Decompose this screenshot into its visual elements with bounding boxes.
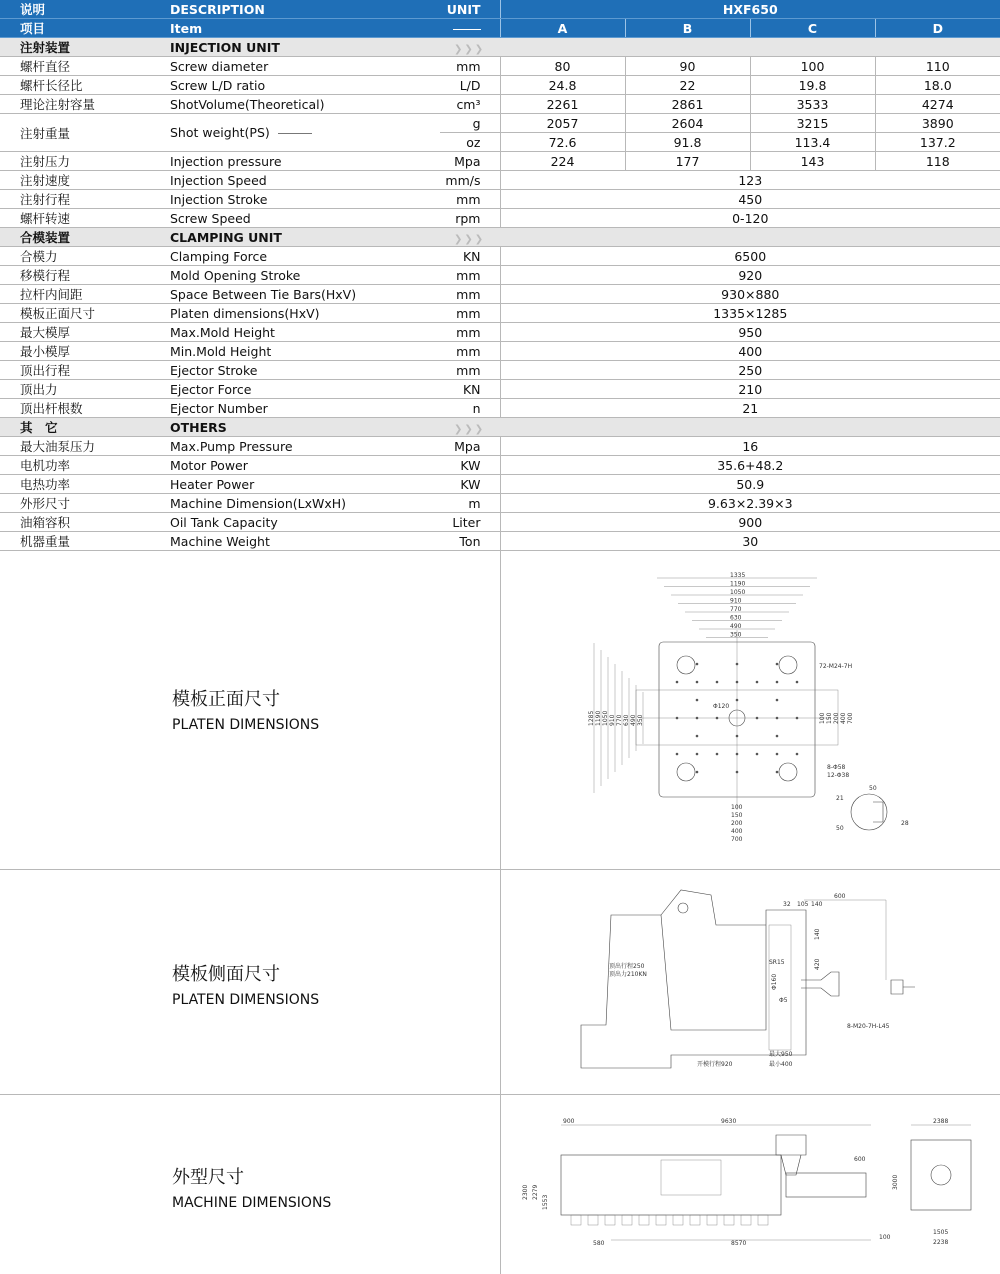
spec-row <box>0 209 1000 228</box>
row-label-cn: 注射压力 <box>0 152 170 171</box>
row-label-cn: 注射速度 <box>0 171 170 190</box>
dimension-label: 770 <box>616 714 623 726</box>
row-label-en: ShotVolume(Theoretical) <box>170 95 440 114</box>
dimension-label: 1335 <box>730 572 746 579</box>
row-value: 400 <box>500 342 1000 361</box>
dimension-label: 8-Φ58 <box>827 764 846 771</box>
dimension-label: 1553 <box>542 1194 549 1210</box>
spec-row <box>0 304 1000 323</box>
row-label-en: Max.Mold Height <box>170 323 440 342</box>
row-label-en: Ejector Stroke <box>170 361 440 380</box>
side-title-cn: 模板侧面尺寸 <box>172 964 280 985</box>
chevron-right-icon: ❯❯❯ <box>454 233 486 245</box>
dimension-label: 50 <box>836 825 844 832</box>
row-label-cn: 顶出力 <box>0 380 170 399</box>
row-unit: mm <box>440 285 500 304</box>
row-label-en: Platen dimensions(HxV) <box>170 304 440 323</box>
row-value: 91.8 <box>625 133 750 152</box>
header-unit-line <box>440 19 500 38</box>
row-unit: Liter <box>440 513 500 532</box>
dimension-label: Φ160 <box>771 973 778 990</box>
spec-row <box>0 323 1000 342</box>
row-unit: mm/s <box>440 171 500 190</box>
spec-row <box>0 285 1000 304</box>
row-value: 3533 <box>750 95 875 114</box>
front-title-en: PLATEN DIMENSIONS <box>172 717 320 733</box>
row-unit: rpm <box>440 209 500 228</box>
dimension-label: 8-M20-7H-L45 <box>847 1023 890 1030</box>
row-label-cn: 注射重量 <box>0 114 170 152</box>
safety-door <box>661 1160 721 1195</box>
spec-row <box>0 342 1000 361</box>
side-title-en: PLATEN DIMENSIONS <box>172 992 320 1008</box>
spec-row <box>0 399 1000 418</box>
spec-row <box>0 57 1000 76</box>
bolt-hole <box>756 681 759 684</box>
dimension-label: 顶出行程250 <box>609 963 645 970</box>
row-value: 3890 <box>875 114 1000 133</box>
row-value: 118 <box>875 152 1000 171</box>
row-unit: KN <box>440 247 500 266</box>
section-arrows <box>440 418 1000 437</box>
row-value: 24.8 <box>500 76 625 95</box>
row-label-en: Heater Power <box>170 475 440 494</box>
col-a: A <box>500 19 625 38</box>
machine-dimension-drawing <box>501 1095 1000 1274</box>
dimension-label: 700 <box>731 836 743 843</box>
row-value: 18.0 <box>875 76 1000 95</box>
platen-side-drawing <box>501 870 1000 1094</box>
dimension-label: 100 <box>731 804 743 811</box>
bolt-hole <box>696 717 699 720</box>
dimension-label: 2388 <box>933 1118 949 1125</box>
bolt-hole <box>736 681 739 684</box>
dimension-label: 150 <box>731 812 743 819</box>
row-value: 6500 <box>500 247 1000 266</box>
dimension-label: Φ120 <box>713 703 730 710</box>
row-unit: m <box>440 494 500 513</box>
dimension-label: 最大950 <box>769 1051 793 1058</box>
row-label-cn: 机器重量 <box>0 532 170 551</box>
header-unit: UNIT <box>440 0 500 19</box>
row-label-cn: 电机功率 <box>0 456 170 475</box>
row-value: 30 <box>500 532 1000 551</box>
col-c: C <box>750 19 875 38</box>
machine-title-en: MACHINE DIMENSIONS <box>172 1195 332 1211</box>
dimension-label: 最小400 <box>769 1061 793 1068</box>
row-value: 90 <box>625 57 750 76</box>
dimension-label: 28 <box>901 820 909 827</box>
end-view <box>911 1140 971 1210</box>
dimension-label: 200 <box>731 820 743 827</box>
row-value: 72.6 <box>500 133 625 152</box>
row-label-en: Mold Opening Stroke <box>170 266 440 285</box>
machine-foot <box>724 1215 734 1225</box>
chevron-right-icon: ❯❯❯ <box>454 423 486 435</box>
section-injection <box>0 38 1000 57</box>
spec-row <box>0 494 1000 513</box>
platen-front-drawing <box>501 550 1000 869</box>
dimension-label: 400 <box>840 712 847 724</box>
row-label-en: Ejector Number <box>170 399 440 418</box>
hopper <box>776 1135 806 1175</box>
row-value: 35.6+48.2 <box>500 456 1000 475</box>
bolt-hole <box>716 717 719 720</box>
dimension-label: 910 <box>730 597 742 605</box>
dimension-label: 100 <box>819 712 826 724</box>
dimension-label: 顶出力210KN <box>609 971 647 978</box>
row-label-cn: 电热功率 <box>0 475 170 494</box>
row-value: 143 <box>750 152 875 171</box>
dimension-label: 140 <box>811 901 823 908</box>
row-label-en: Injection Stroke <box>170 190 440 209</box>
spec-row <box>0 247 1000 266</box>
row-label-en: Ejector Force <box>170 380 440 399</box>
dimension-label: 1050 <box>730 589 746 596</box>
dimension-label: 350 <box>730 631 742 639</box>
row-label-en: Clamping Force <box>170 247 440 266</box>
bolt-hole <box>676 717 679 720</box>
tie-bar-hole <box>779 763 797 781</box>
row-value: 9.63×2.39×3 <box>500 494 1000 513</box>
section-arrows <box>440 228 1000 247</box>
bolt-hole <box>696 699 699 702</box>
row-value: 920 <box>500 266 1000 285</box>
bolt-hole <box>676 753 679 756</box>
row-label-cn: 螺杆直径 <box>0 57 170 76</box>
machine-title-cn: 外型尺寸 <box>172 1167 244 1188</box>
dimension-label: 1505 <box>933 1229 949 1236</box>
row-label-cn: 最大油泵压力 <box>0 437 170 456</box>
section-title-en: INJECTION UNIT <box>170 38 440 57</box>
row-label-en: Min.Mold Height <box>170 342 440 361</box>
dimension-label: 700 <box>847 712 854 724</box>
row-value: 16 <box>500 437 1000 456</box>
section-title-cn: 其 它 <box>0 418 170 437</box>
model-name: HXF650 <box>500 0 1000 19</box>
row-unit: Ton <box>440 532 500 551</box>
row-label-cn: 顶出杆根数 <box>0 399 170 418</box>
row-value: 930×880 <box>500 285 1000 304</box>
row-unit: mm <box>440 57 500 76</box>
bolt-hole <box>696 753 699 756</box>
bolt-hole <box>756 753 759 756</box>
row-value: 80 <box>500 57 625 76</box>
dimension-label: 1190 <box>730 580 746 588</box>
dimension-label: 100 <box>879 1234 891 1241</box>
row-value: 123 <box>500 171 1000 190</box>
row-value: 2261 <box>500 95 625 114</box>
bolt-hole <box>736 735 739 738</box>
row-unit: Mpa <box>440 437 500 456</box>
row-unit: KN <box>440 380 500 399</box>
dimension-label: 2238 <box>933 1239 949 1246</box>
row-value: 19.8 <box>750 76 875 95</box>
dimension-label: 910 <box>609 714 616 726</box>
nozzle-shape <box>801 972 839 996</box>
spec-row <box>0 266 1000 285</box>
nozzle-detail <box>891 980 915 994</box>
machine-foot <box>656 1215 666 1225</box>
dimension-label: 3000 <box>892 1174 899 1190</box>
row-label-cn: 外形尺寸 <box>0 494 170 513</box>
header-en: DESCRIPTION <box>170 0 440 19</box>
bolt-hole <box>776 735 779 738</box>
shot-weight-label: Shot weight(PS) <box>170 125 270 140</box>
header-cn: 说明 <box>0 0 170 19</box>
machine-foot <box>588 1215 598 1225</box>
spec-row <box>0 190 1000 209</box>
row-label-cn: 油箱容积 <box>0 513 170 532</box>
row-unit: g <box>440 114 500 133</box>
tie-bar-hole <box>677 763 695 781</box>
bolt-hole <box>796 681 799 684</box>
dimension-label: 630 <box>730 614 742 622</box>
dimension-label: 72-M24-7H <box>819 663 853 670</box>
bolt-hole <box>696 735 699 738</box>
row-value: 250 <box>500 361 1000 380</box>
spec-row <box>0 437 1000 456</box>
spec-row <box>0 532 1000 551</box>
section-title-en: OTHERS <box>170 418 440 437</box>
row-unit: oz <box>440 133 500 152</box>
machine-body <box>561 1155 781 1215</box>
bolt-hole <box>796 717 799 720</box>
row-label-cn: 合模力 <box>0 247 170 266</box>
dimension-label: 400 <box>731 828 743 835</box>
chevron-right-icon: ❯❯❯ <box>454 43 486 55</box>
row-label-en: Injection Speed <box>170 171 440 190</box>
machine-foot <box>758 1215 768 1225</box>
end-view-hole <box>931 1165 951 1185</box>
dimension-label: SR15 <box>769 959 785 966</box>
bolt-hole <box>696 681 699 684</box>
row-unit: n <box>440 399 500 418</box>
spec-row <box>0 513 1000 532</box>
bolt-hole <box>756 717 759 720</box>
machine-foot <box>707 1215 717 1225</box>
row-label-en <box>170 114 440 152</box>
row-unit: mm <box>440 361 500 380</box>
machine-foot <box>571 1215 581 1225</box>
tie-bar-hole <box>677 656 695 674</box>
machine-foot <box>605 1215 615 1225</box>
col-d: D <box>875 19 1000 38</box>
row-value: 2057 <box>500 114 625 133</box>
row-label-cn: 最小模厚 <box>0 342 170 361</box>
machine-foot <box>622 1215 632 1225</box>
bolt-hole <box>716 681 719 684</box>
dimension-label: 770 <box>730 606 742 613</box>
row-value: 177 <box>625 152 750 171</box>
spec-row-shot-weight <box>0 114 1000 133</box>
platen-bracket <box>661 890 766 925</box>
injection-barrel <box>786 1173 866 1197</box>
machine-foot <box>673 1215 683 1225</box>
dimension-label: 32 <box>783 901 791 908</box>
dimension-label: 420 <box>814 958 821 970</box>
bolt-hole <box>716 753 719 756</box>
row-value: 950 <box>500 323 1000 342</box>
row-unit: Mpa <box>440 152 500 171</box>
row-unit: KW <box>440 456 500 475</box>
dimension-label: 1285 <box>588 710 595 726</box>
dimension-label: 8570 <box>731 1240 747 1247</box>
row-unit: L/D <box>440 76 500 95</box>
row-label-cn: 模板正面尺寸 <box>0 304 170 323</box>
dimension-label: 580 <box>593 1240 605 1247</box>
row-value: 4274 <box>875 95 1000 114</box>
bolt-hole <box>676 681 679 684</box>
dimension-label: 2279 <box>532 1184 539 1200</box>
row-label-cn: 移模行程 <box>0 266 170 285</box>
row-value: 224 <box>500 152 625 171</box>
bolt-hole <box>736 699 739 702</box>
bolt-hole <box>776 717 779 720</box>
row-value: 0-120 <box>500 209 1000 228</box>
dimension-label: 1190 <box>595 710 602 726</box>
spec-table <box>0 0 1000 551</box>
bolt-hole <box>776 699 779 702</box>
row-label-cn: 拉杆内间距 <box>0 285 170 304</box>
row-label-cn: 螺杆长径比 <box>0 76 170 95</box>
dimension-label: 140 <box>814 928 821 940</box>
row-value: 1335×1285 <box>500 304 1000 323</box>
row-label-cn: 顶出行程 <box>0 361 170 380</box>
dimension-label: 9630 <box>721 1118 737 1125</box>
row-label-en: Machine Weight <box>170 532 440 551</box>
spec-row <box>0 171 1000 190</box>
bolt-hole <box>736 771 739 774</box>
section-clamping <box>0 228 1000 247</box>
spec-row <box>0 95 1000 114</box>
spec-row <box>0 380 1000 399</box>
machine-foot <box>690 1215 700 1225</box>
row-label-cn: 理论注射容量 <box>0 95 170 114</box>
front-title-cn: 模板正面尺寸 <box>172 689 280 710</box>
row-label-cn: 最大模厚 <box>0 323 170 342</box>
dimension-label: 200 <box>833 712 840 724</box>
row-unit: cm³ <box>440 95 500 114</box>
tie-bar-hole <box>779 656 797 674</box>
header-row-2 <box>0 19 1000 38</box>
row-unit: mm <box>440 304 500 323</box>
row-label-en: Motor Power <box>170 456 440 475</box>
bolt-hole <box>776 663 779 666</box>
row-value: 210 <box>500 380 1000 399</box>
dimension-label: 开模行程920 <box>697 1061 733 1068</box>
header-item-cn: 项目 <box>0 19 170 38</box>
bolt-hole <box>776 753 779 756</box>
section-title-cn: 合模装置 <box>0 228 170 247</box>
section-title-cn: 注射装置 <box>0 38 170 57</box>
pin-hole <box>678 903 688 913</box>
row-value: 100 <box>750 57 875 76</box>
bolt-hole <box>736 663 739 666</box>
row-value: 110 <box>875 57 1000 76</box>
spec-row <box>0 456 1000 475</box>
side-drawing-panel <box>0 870 1000 1095</box>
dimension-label: 630 <box>623 714 630 726</box>
dimension-label: 600 <box>834 893 846 900</box>
dimension-label: 105 <box>797 901 809 908</box>
row-label-cn: 注射行程 <box>0 190 170 209</box>
col-b: B <box>625 19 750 38</box>
row-value: 450 <box>500 190 1000 209</box>
row-label-en: Screw diameter <box>170 57 440 76</box>
dimension-label: 50 <box>869 785 877 792</box>
keyway-detail <box>851 794 887 830</box>
row-unit: mm <box>440 266 500 285</box>
bolt-hole <box>796 753 799 756</box>
row-value: 900 <box>500 513 1000 532</box>
row-label-en: Screw L/D ratio <box>170 76 440 95</box>
row-label-en: Injection pressure <box>170 152 440 171</box>
dimension-label: 1050 <box>602 710 609 726</box>
row-value: 21 <box>500 399 1000 418</box>
dimension-label: 900 <box>563 1118 575 1125</box>
section-others <box>0 418 1000 437</box>
dimension-label: 490 <box>730 623 742 630</box>
row-label-en: Screw Speed <box>170 209 440 228</box>
row-label-en: Max.Pump Pressure <box>170 437 440 456</box>
machine-foot <box>639 1215 649 1225</box>
machine-foot <box>741 1215 751 1225</box>
row-unit: mm <box>440 323 500 342</box>
front-drawing-panel <box>0 550 1000 870</box>
bolt-hole <box>776 681 779 684</box>
dimension-label: 600 <box>854 1156 866 1163</box>
dimension-label: 12-Φ38 <box>827 772 850 779</box>
row-value: 3215 <box>750 114 875 133</box>
row-unit: mm <box>440 190 500 209</box>
machine-drawing-panel <box>0 1095 1000 1274</box>
row-value: 113.4 <box>750 133 875 152</box>
row-value: 137.2 <box>875 133 1000 152</box>
spec-row <box>0 152 1000 171</box>
section-title-en: CLAMPING UNIT <box>170 228 440 247</box>
dimension-label: 150 <box>826 712 833 724</box>
row-unit: KW <box>440 475 500 494</box>
section-arrows <box>440 38 1000 57</box>
row-label-en: Space Between Tie Bars(HxV) <box>170 285 440 304</box>
spec-row <box>0 475 1000 494</box>
row-label-en: Machine Dimension(LxWxH) <box>170 494 440 513</box>
spec-row <box>0 361 1000 380</box>
dimension-label: Φ5 <box>779 997 788 1004</box>
row-label-cn: 螺杆转速 <box>0 209 170 228</box>
row-unit: mm <box>440 342 500 361</box>
spec-row <box>0 76 1000 95</box>
dimension-label: 21 <box>836 795 844 802</box>
dimension-label: 490 <box>630 714 637 726</box>
dimension-label: 2300 <box>522 1184 529 1200</box>
bolt-hole <box>696 771 699 774</box>
header-row-1 <box>0 0 1000 19</box>
row-value: 22 <box>625 76 750 95</box>
row-label-en: Oil Tank Capacity <box>170 513 440 532</box>
bolt-hole <box>696 663 699 666</box>
dimension-label: 350 <box>637 714 644 726</box>
row-value: 2604 <box>625 114 750 133</box>
bolt-hole <box>776 771 779 774</box>
bolt-hole <box>736 753 739 756</box>
row-value: 2861 <box>625 95 750 114</box>
header-item-en: Item <box>170 19 440 38</box>
row-value: 50.9 <box>500 475 1000 494</box>
